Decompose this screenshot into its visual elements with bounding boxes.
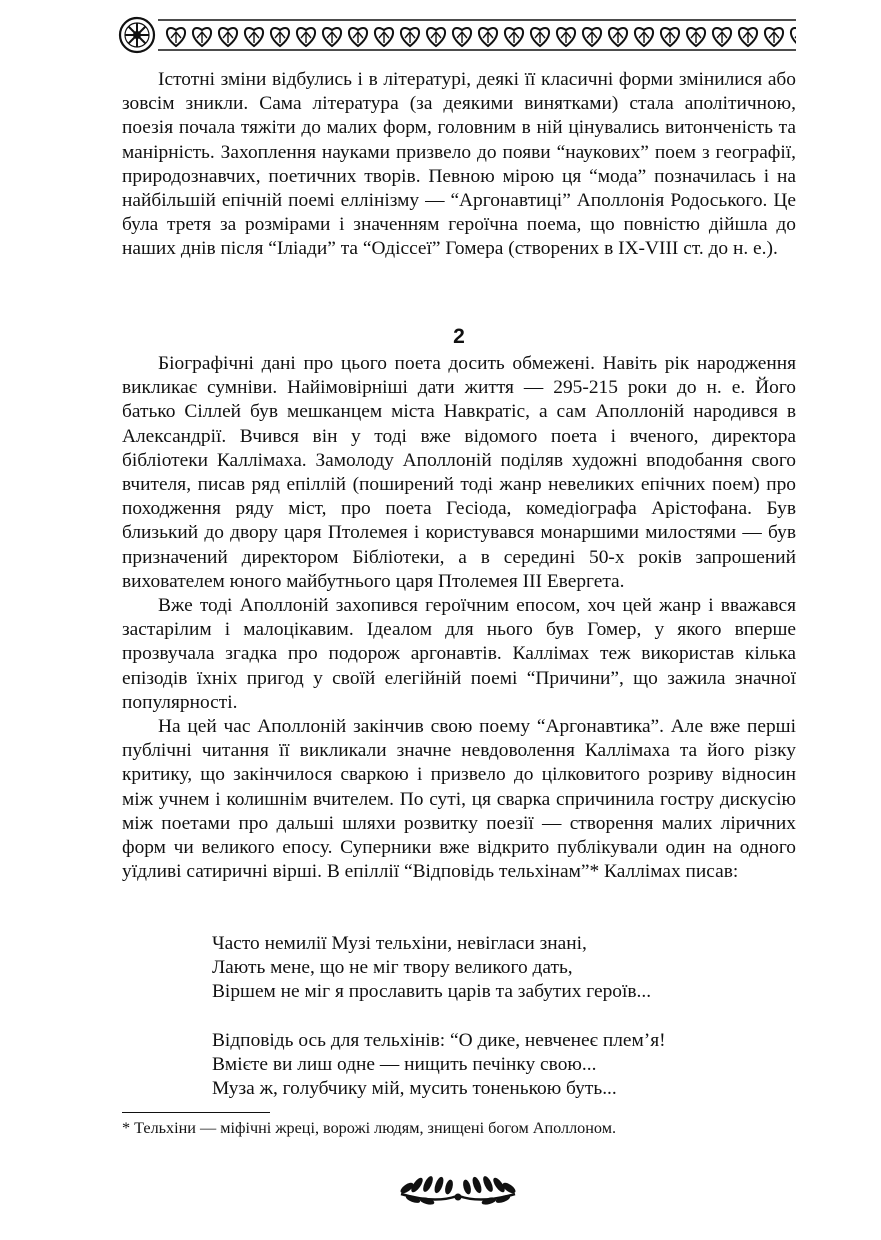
- palmette-icon: [219, 28, 237, 46]
- poem-stanza: [212, 1029, 666, 1102]
- rosette-icon: [120, 18, 154, 52]
- palmette-frieze: [167, 28, 796, 46]
- palmette-icon: [323, 28, 341, 46]
- palmette-icon: [297, 28, 315, 46]
- laurel-branches-icon: [395, 1154, 521, 1206]
- palmette-icon: [479, 28, 497, 46]
- palmette-icon: [687, 28, 705, 46]
- poem-line: Відповідь ось для тельхінів: “О дике, невченеє плем’я!: [212, 1029, 666, 1051]
- palmette-icon: [427, 28, 445, 46]
- palmette-icon: [453, 28, 471, 46]
- poem-line: Муза ж, голубчику мій, мусить тоненькою буть...: [212, 1078, 617, 1100]
- footnote-divider: [122, 1112, 270, 1113]
- palmette-icon: [609, 28, 627, 46]
- section-number: 2: [453, 325, 465, 348]
- palmette-icon: [531, 28, 549, 46]
- palmette-icon: [505, 28, 523, 46]
- palmette-icon: [245, 28, 263, 46]
- palmette-icon: [583, 28, 601, 46]
- palmette-icon: [271, 28, 289, 46]
- poem-stanza: [212, 932, 666, 1005]
- palmette-icon: [661, 28, 679, 46]
- poem-line: Часто немилії Музі тельхіни, невігласи знані,: [212, 933, 587, 954]
- ornamental-header-border: [118, 14, 796, 58]
- paragraph: Істотні зміни відбулись і в літературі, деякі її класичні форми змінилися або зовсім зникли. Сама література (за деякими винятками) стала аполітичною, поезія почала тяжіти до малих форм, головним в ній цінувались витонченість та манірність. Захоплення науками призвело до появи “наукових” поем з географії, природознавчих, поетичних творів. Певною мірою ця “мода” позначилась і на найбільшій епічній поемі еллінізму — “Аргонавтиці” Аполлонія Родоського. Це була третя за розмірами і значенням героїчна поема, що повністю дійшла до наших днів після “Іліади” та “Одіссеї” Гомера (створених в IX-VIII ст. до н. е.).: [122, 69, 796, 260]
- poem-line: Віршем не міг я прославить царів та забутих героїв...: [212, 981, 652, 1003]
- palmette-icon: [765, 28, 783, 46]
- palmette-icon: [167, 28, 185, 46]
- footnote: * Тельхіни — міфічні жреці, ворожі людям, знищені богом Аполлоном.: [122, 1119, 616, 1137]
- paragraph: Вже тоді Аполлоній захопився героїчним епосом, хоч цей жанр і вважався застарілим і малоцікавим. Ідеалом для нього був Гомер, у якого вперше прозвучала згадка про подорож аргонавтів. Каллімах теж використав кілька епізодів їхніх пригод у своїй елегійній поемі “Причини”, що зажила значної популярності.: [122, 595, 796, 713]
- palmette-icon: [635, 28, 653, 46]
- palmette-icon: [713, 28, 731, 46]
- poem-quote: [212, 932, 666, 1101]
- palmette-icon: [349, 28, 367, 46]
- palmette-icon: [791, 28, 796, 46]
- intro-text: [122, 68, 796, 262]
- palmette-icon: [375, 28, 393, 46]
- biography-text: [122, 352, 796, 884]
- poem-line: Лають мене, що не міг твору великого дать,: [212, 957, 573, 979]
- palmette-icon: [401, 28, 419, 46]
- paragraph: На цей час Аполлоній закінчив свою поему “Аргонавтика”. Але вже перші публічні читання її викликали значне невдоволення Каллімаха та його різку критику, що закінчилося сваркою і призвело до цілковитого розриву відносин між учнем і колишнім вчителем. По суті, ця сварка спричинила гостру дискусію між поетами про дальші шляхи розвитку поезії — створення малих ліричних форм чи великого епосу. Суперники вже відкрито публікували один на одного уїдливі сатиричні вірші. В епіллії “Відповідь тельхінам”* Каллімах писав:: [122, 716, 796, 883]
- palmette-icon: [557, 28, 575, 46]
- palmette-icon: [193, 28, 211, 46]
- paragraph: Біографічні дані про цього поета досить обмежені. Навіть рік народження викликає сумніви. Найімовірніші дати життя — 295-215 роки до н. е. Його батько Сіллей був мешканцем міста Навкратіс, а сам Аполлоній народився в Александрії. Вчився він у тоді вже відомого поета і вченого, директора бібліотеки Каллімаха. Замолоду Аполлоній поділяв художні вподобання свого вчителя, писав ряд епіллій (поширений тоді жанр невеликих епічних поем) про походження ряду міст, про поета Гесіода, комедіографа Арістофана. Був близький до двору царя Птолемея і користувався монаршими милостями — був призначений директором Бібліотеки, а в середині 50-х років запрошений вихователем юного майбутнього царя Птолемея III Евергета.: [122, 353, 796, 592]
- poem-line: Вмієте ви лиш одне — нищить печінку свою...: [212, 1054, 597, 1075]
- palmette-icon: [739, 28, 757, 46]
